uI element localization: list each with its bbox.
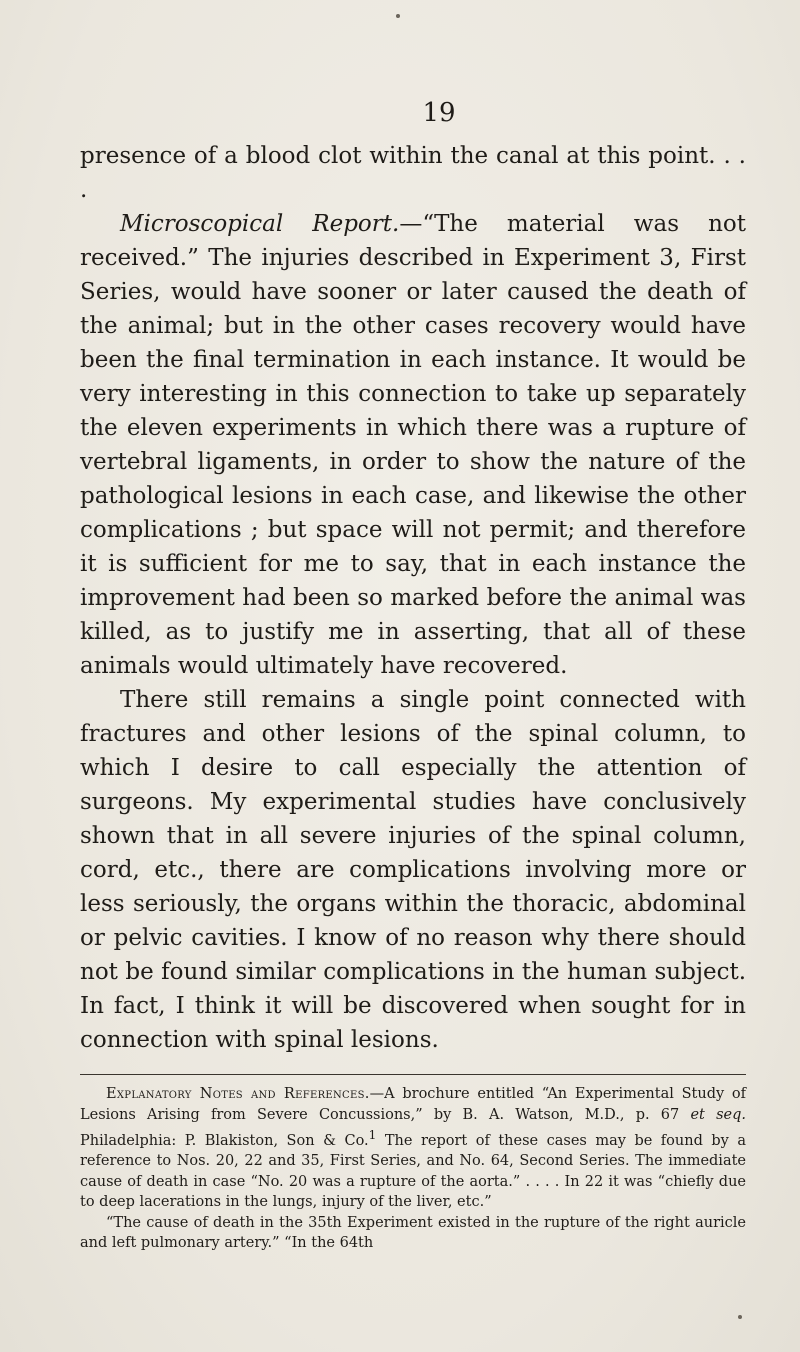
- footnote-text: Philadelphia: P. Blakiston, Son & Co.: [80, 1132, 369, 1149]
- footnote-cause-of-death: “The cause of death in the 35th Experiment existed in the rupture of the right auricle and left pulmonary artery.” “In the 64th: [80, 1214, 746, 1252]
- page-speck: [396, 14, 400, 18]
- page-number: 19: [422, 98, 456, 128]
- paragraph-complications: There still remains a single point connected with fractures and other lesions of the spinal column, to which I desire to call especially the attention of surgeons. My experimental studies have conclusively shown that in all severe injuries of the spinal column, cord, etc., there are complications involving more or less seriously, the organs within the thoracic, abdominal or pelvic cavities. I know of no reason why there should not be found similar complications in the human subject. In fact, I think it will be discovered when sought for in connection with spinal lesions.: [80, 687, 746, 1053]
- paragraph-continuation: presence of a blood clot within the canal at this point. . . .: [80, 143, 746, 203]
- footnote-explanatory: [80, 1084, 746, 1213]
- paragraph-text: —“The material was not received.” The injuries described in Experiment 3, First Series, would have sooner or later caused the death of the animal; but in the other cases recovery would have been the final termination in each instance. It would be very interesting in this connection to take up separately the eleven experiments in which there was a rupture of vertebral ligaments, in order to show the nature of the pathological lesions in each case, and likewise the other complications ; but space will not permit; and therefore it is sufficient for me to say, that in each instance the improvement had been so marked before the animal was killed, as to justify me in asserting, that all of these animals would ultimately have recovered.: [80, 211, 746, 679]
- main-text: [80, 139, 746, 1057]
- footnote-divider: [80, 1074, 746, 1075]
- paragraph-microscopical-report: [80, 207, 746, 683]
- footnote-text: —A brochure entitled “An Experimental Study of Lesions Arising from Severe Concussions,” by B. A. Watson, M.D., p. 67: [80, 1086, 746, 1123]
- page-speck: [738, 1315, 742, 1319]
- footnote-heading: Explanatory Notes and References.: [106, 1086, 370, 1102]
- footnotes: [80, 1084, 746, 1254]
- footnote-marker: 1: [368, 1128, 377, 1142]
- footnote-et-seq: et seq.: [690, 1106, 746, 1123]
- section-heading-microscopical-report: Microscopical Report.: [120, 211, 400, 237]
- footnote-text: The report of these cases may be found by a reference to Nos. 20, 22 and 35, First Series, and No. 64, Second Series. The immediate cause of death in case “No. 20 was a rupture of the aorta.” . . . . In 22 it was “chiefly due to deep lacerations in the lungs, injury of the liver, etc.”: [80, 1132, 746, 1211]
